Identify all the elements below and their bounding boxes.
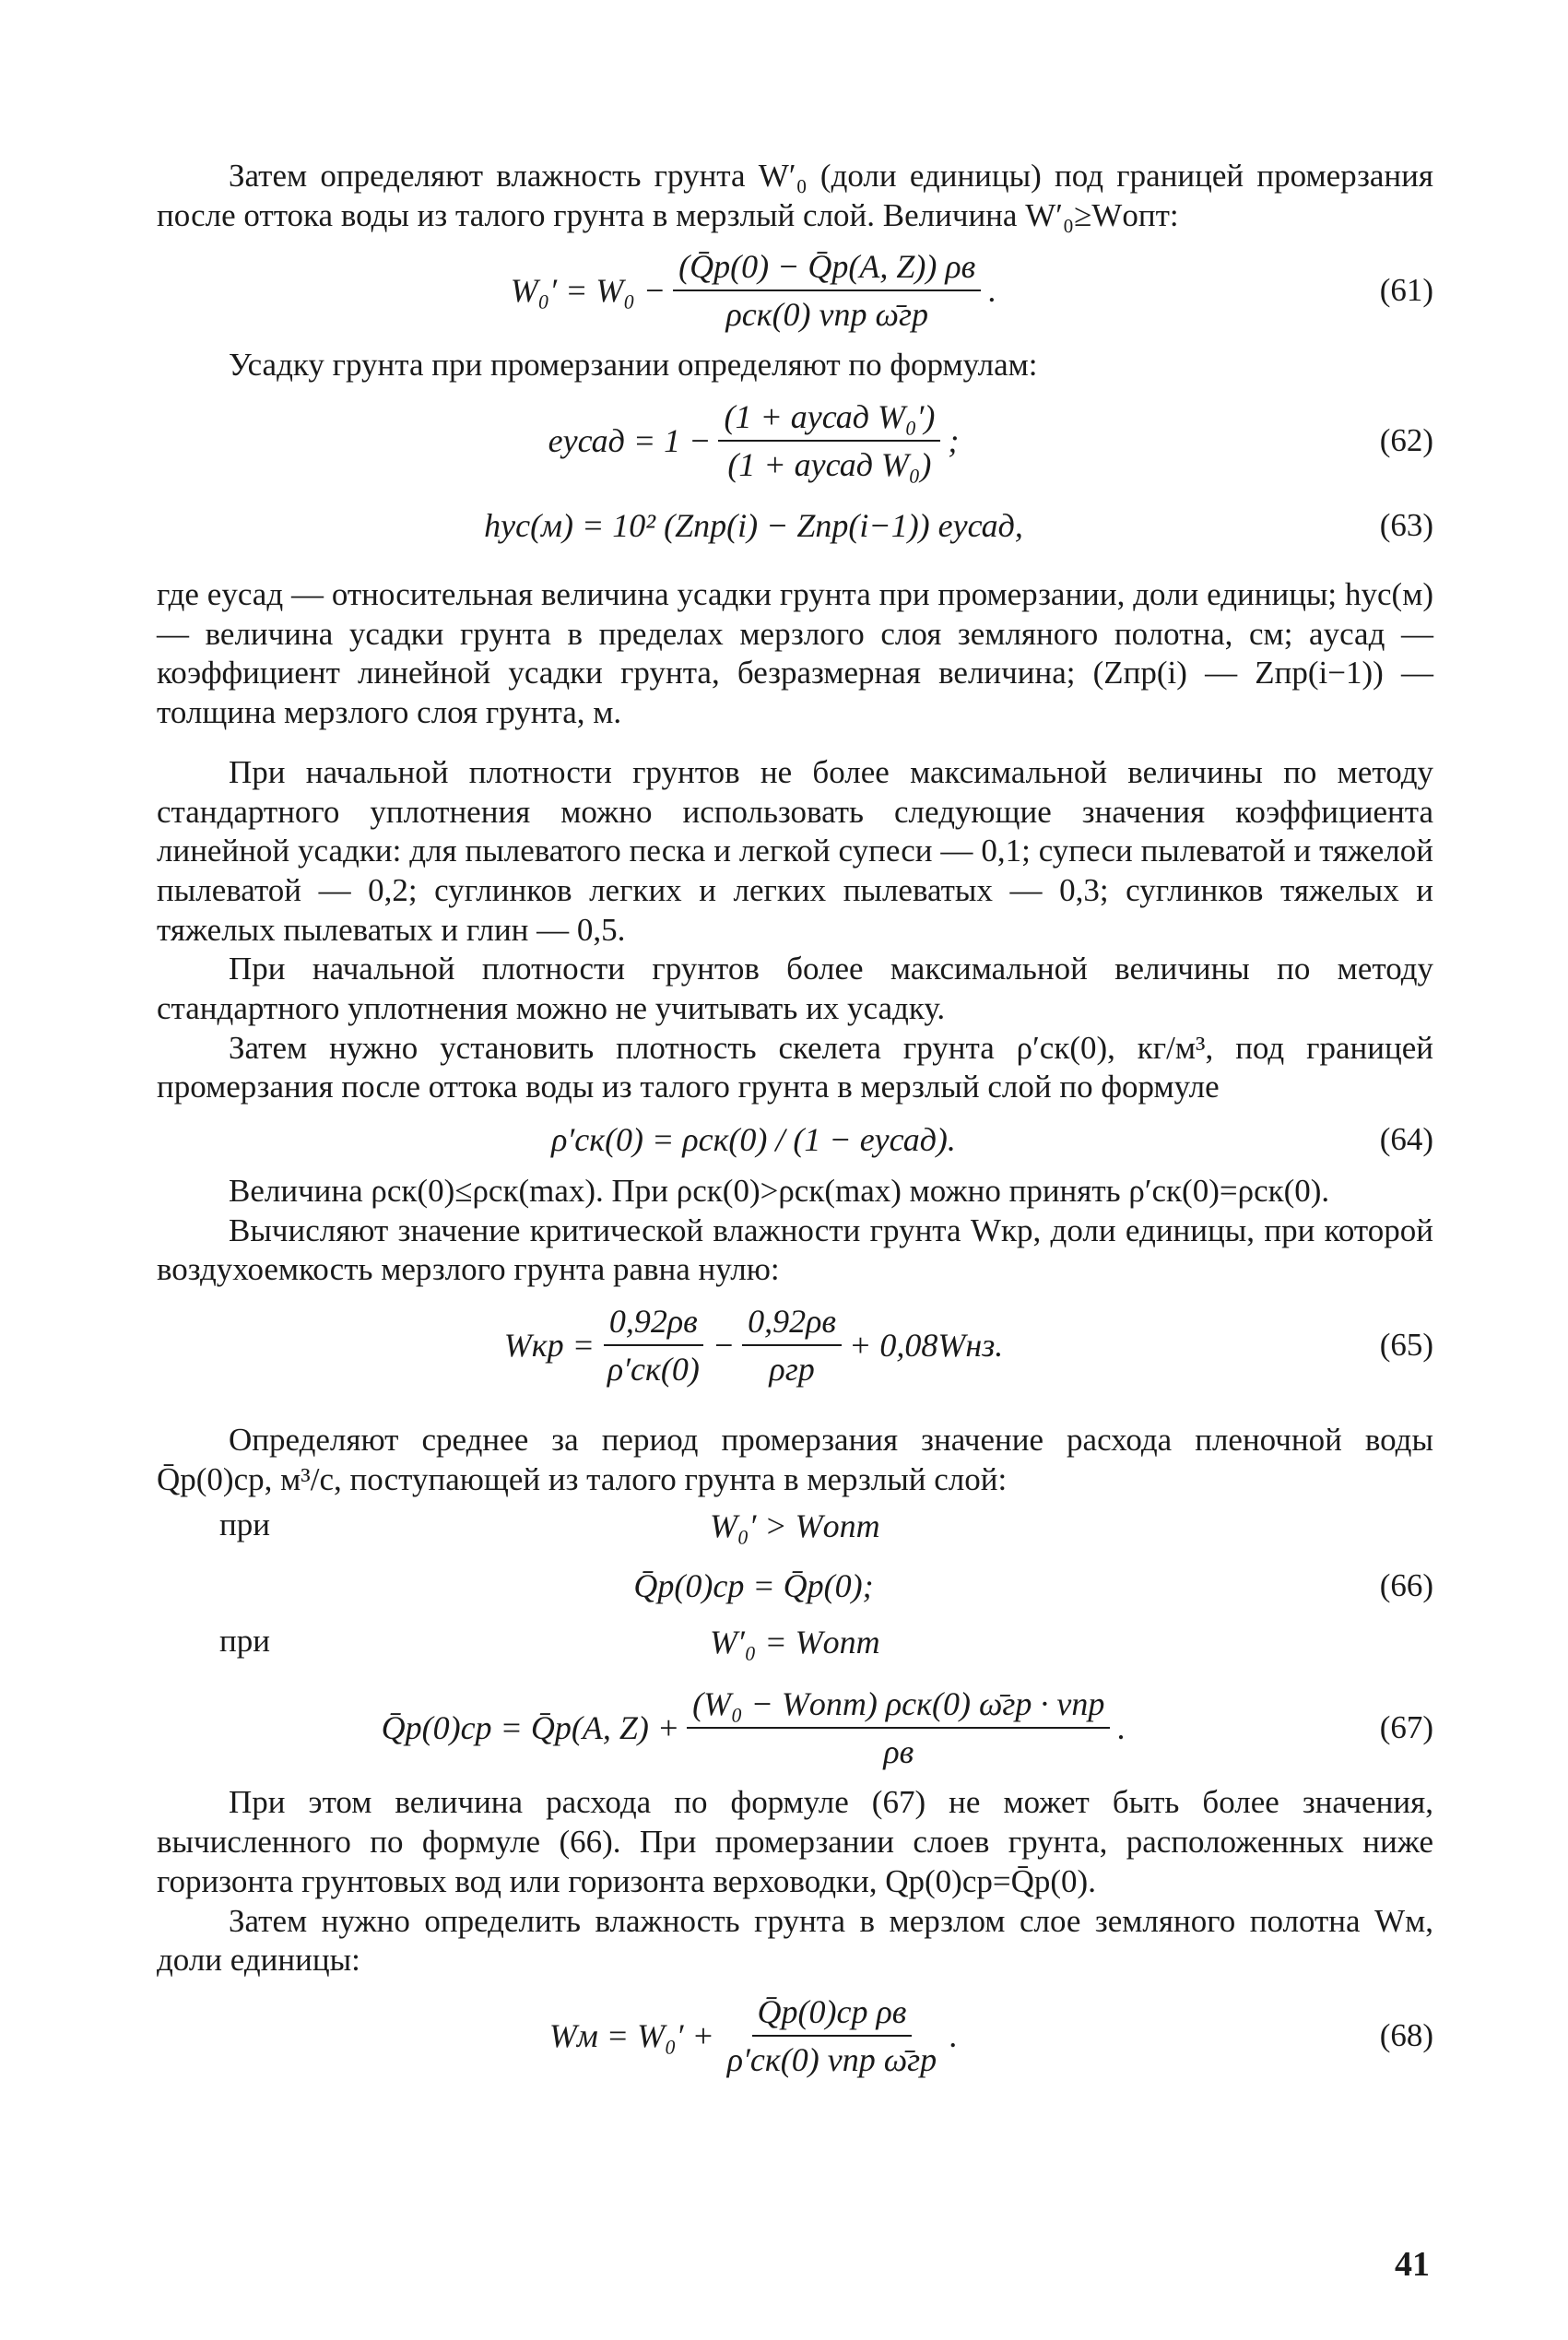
condition-67-text: W′₀ = Wопт (710, 1624, 880, 1661)
eq67-tail: . (1117, 1709, 1126, 1747)
eq62-tail: ; (948, 422, 960, 460)
paragraph-5: При начальной плотности грунтов более максимальной величины по методу стандартного уплотнения можно не учитывать их усадку. (157, 951, 1433, 1026)
equation-66 (157, 1556, 1433, 1615)
eq62-fraction (718, 397, 940, 484)
eq68-denominator: ρ′ск(0) vпр ω̄гр (726, 2040, 937, 2078)
paragraph-4: При начальной плотности грунтов не более максимальной величины по методу стандартного уплотнения можно использовать следующие значения коэффициента линейной усадки: для пылеватого песка и легкой супеси — 0,1; супеси пылеватой и тяжелой пылеватой — 0,2; суглинков легких и легких пылеватых — 0,3; суглинков тяжелых и тяжелых пылеватых и глин — 0,5. (157, 753, 1433, 948)
eq65-numerator-2: 0,92ρв (742, 1302, 842, 1346)
eq67-numerator: (W₀ − Wопт) ρск(0) ω̄гр · vпр (687, 1684, 1110, 1729)
equation-68 (157, 1980, 1433, 2091)
eq65-numerator-1: 0,92ρв (604, 1302, 703, 1346)
eq66-formula: Q̄р(0)ср = Q̄р(0); (633, 1567, 874, 1605)
condition-66-text: W₀′ > Wопт (710, 1507, 880, 1545)
eq61-fraction (673, 247, 981, 334)
equation-62 (157, 385, 1433, 496)
paragraph-7: Величина ρск(0)≤ρск(max). При ρск(0)>ρск(max) можно принять ρ′ск(0)=ρск(0). (229, 1173, 1330, 1209)
eq62-denominator: (1 + aусад W₀) (727, 446, 932, 484)
eq68-fraction (722, 1992, 942, 2079)
eq68-numerator: Q̄р(0)ср ρв (752, 1992, 913, 2037)
condition-66-a (157, 1499, 1433, 1556)
paragraph-11: Затем нужно определить влажность грунта в мерзлом слое земляного полотна Wм, доли единицы: (157, 1902, 1433, 1979)
paragraph-8: Вычисляют значение критической влажности грунта Wкр, доли единицы, при которой воздухоемкость мерзлого грунта равна нулю: (157, 1211, 1433, 1288)
equation-61 (157, 235, 1433, 346)
eq65-tail: + 0,08Wнз. (849, 1327, 1004, 1365)
eq67-lhs: Q̄р(0)ср = Q̄р(A, Z) + (381, 1709, 680, 1747)
condition-67-pri: при (219, 1623, 270, 1660)
eq63-label: (63) (1379, 507, 1433, 544)
eq67-label: (67) (1379, 1709, 1433, 1746)
eq61-tail: . (988, 272, 997, 310)
eq65-fraction-1 (602, 1302, 705, 1389)
equation-67 (157, 1672, 1433, 1783)
eq67-denominator: ρв (883, 1733, 914, 1771)
page-number: 41 (1395, 2245, 1430, 2284)
eq62-label: (62) (1379, 422, 1433, 459)
eq62-lhs: eусад = 1 − (548, 422, 712, 460)
eq63-text: hус(м) = 10² (Zпр(i) − Zпр(i−1)) eусад, (484, 507, 1023, 545)
eq62-numerator: (1 + aусад W₀′) (718, 397, 940, 442)
equation-64 (157, 1107, 1433, 1172)
eq68-lhs: Wм = W₀′ + (548, 2016, 714, 2054)
eq65-lhs: Wкр = (503, 1327, 595, 1365)
equation-63 (157, 496, 1433, 555)
paragraph-2: Усадку грунта при промерзании определяют по формулам: (229, 347, 1038, 384)
eq65-denominator-2: ρгр (769, 1351, 815, 1389)
eq65-label: (65) (1379, 1327, 1433, 1364)
eq64-text: ρ′ск(0) = ρск(0) / (1 − eусад). (551, 1121, 956, 1158)
eq65-denominator-1: ρ′ск(0) (607, 1351, 700, 1389)
equation-65 (157, 1290, 1433, 1400)
eq65-minus: − (712, 1327, 736, 1365)
eq61-label: (61) (1379, 272, 1433, 309)
eq65-fraction-2 (742, 1302, 842, 1389)
eq61-lhs: W₀′ = W₀ − (510, 272, 666, 310)
paragraph-9: Определяют среднее за период промерзания значение расхода пленочной воды Q̄р(0)ср, м³/с, поступающей из талого грунта в мерзлый слой: (157, 1422, 1433, 1497)
condition-66-pri: при (219, 1507, 270, 1543)
document-page (157, 157, 1433, 2091)
eq67-fraction (687, 1684, 1110, 1771)
eq61-denominator: ρск(0) vпр ω̄гр (725, 296, 928, 334)
eq68-tail: . (949, 2016, 959, 2054)
eq64-label: (64) (1379, 1121, 1433, 1157)
paragraph-10: При этом величина расхода по формуле (67) не может быть более значения, вычисленного по формуле (66). При промерзании слоев грунта, расположенных ниже горизонта грунтовых вод или горизонта верховодки, Qр(0)ср=Q̄р(0). (157, 1784, 1433, 1899)
eq68-label: (68) (1379, 2016, 1433, 2053)
paragraph-6: Затем нужно установить плотность скелета грунта ρ′ск(0), кг/м³, под границей промерзания после оттока воды из талого грунта в мерзлый слой по формуле (157, 1029, 1433, 1105)
eq66-label: (66) (1379, 1567, 1433, 1604)
condition-67-a (157, 1615, 1433, 1672)
eq61-numerator: (Q̄р(0) − Q̄р(A, Z)) ρв (673, 247, 981, 291)
paragraph-1: Затем определяют влажность грунта W′₀ (доли единицы) под границей промерзания после оттока воды из талого грунта в мерзлый слой. Величина W′₀≥Wопт: (157, 158, 1433, 233)
paragraph-3: где eусад — относительная величина усадки грунта при промерзании, доли единицы; hус(м) — величина усадки грунта в пределах мерзлого слоя земляного полотна, см; aусад — коэффициент линейной усадки грунта, безразмерная величина; (Zпр(i) — Zпр(i−1)) — толщина мерзлого слоя грунта, м. (157, 576, 1433, 731)
